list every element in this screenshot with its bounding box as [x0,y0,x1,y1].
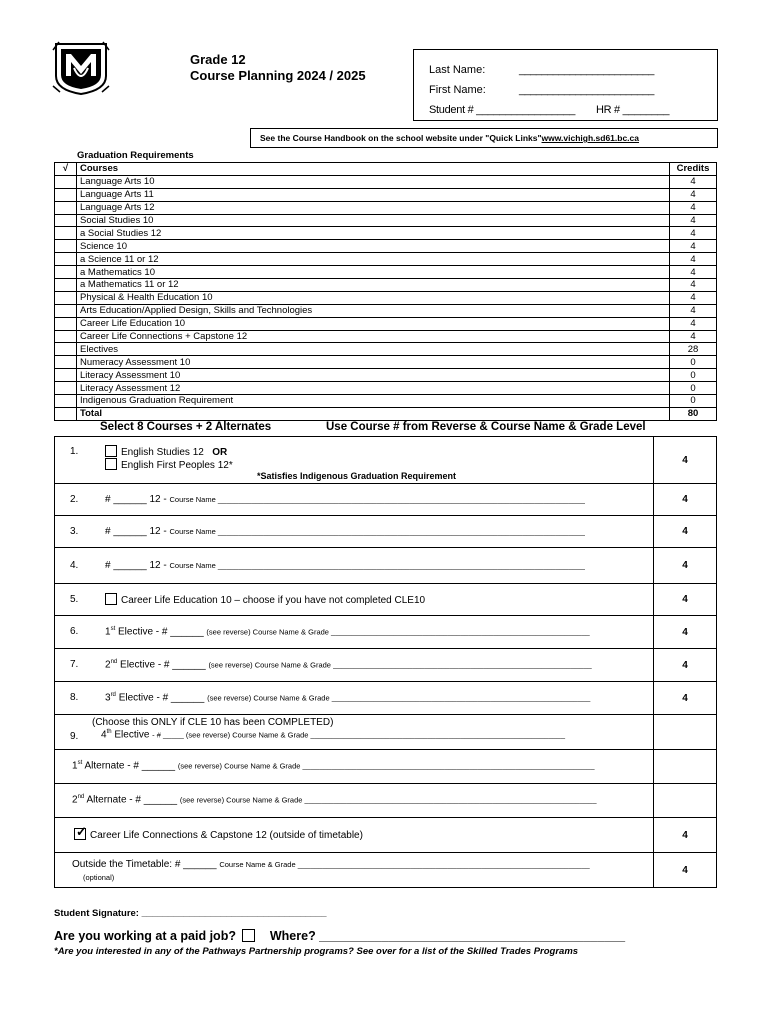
school-crest-logo [52,40,110,96]
optional-label: (optional) [83,873,115,882]
course-number-instruction: Use Course # from Reverse & Course Name & Grade Level [326,421,646,433]
table-row [55,175,717,188]
select-courses-heading: Select 8 Courses + 2 Alternates [100,421,272,433]
alternate-number-field[interactable]: Alternate - # ______ [84,760,176,772]
elective-name-field[interactable]: (see reverse) Course Name & Grade ______________________________________________________________ [206,627,590,637]
table-row [55,317,717,330]
elective-name-field[interactable]: (see reverse) Course Name & Grade ______________________________________________________________ [208,660,592,670]
course-name: a Mathematics 11 or 12 [77,279,670,292]
table-row [55,201,717,214]
table-row [55,304,717,317]
course-number-field[interactable]: # ______ 12 - [105,494,167,505]
last-name-field[interactable]: ________________________ [519,64,654,76]
course-name: Physical & Health Education 10 [77,291,670,304]
table-row [55,330,717,343]
total-row [55,407,717,420]
check-cell[interactable] [55,214,77,227]
paid-job-question [54,929,625,943]
student-number-field[interactable]: Student # _________________ [429,104,576,116]
row-number: 7. [70,659,79,670]
english-studies-label: English Studies 12 [121,447,204,458]
english-first-peoples-label: English First Peoples 12* [121,460,233,471]
row-number: 5. [70,594,79,605]
course-credits: 4 [670,317,717,330]
course-credits: 4 [670,201,717,214]
course-name: Social Studies 10 [77,214,670,227]
selection-row-1 [55,437,717,484]
row-number: 4. [70,560,79,571]
course-credits: 4 [670,214,717,227]
course-credits: 28 [670,343,717,356]
school-website-link[interactable]: www.vichigh.sd61.bc.ca [541,133,639,143]
course-credits: 4 [670,227,717,240]
job-where-field[interactable]: Where? ____________________________________________ [269,929,626,943]
check-cell[interactable] [55,407,77,420]
course-name-field[interactable]: Course Name ________________________________________________________________________________________ [169,527,585,536]
selection-row-4 [55,548,717,584]
table-row [55,279,717,292]
fourth-elective-field[interactable]: - # _____ (see reverse) Course Name & Grade _____________________________________________________________ [152,730,566,740]
pathways-note: *Are you interested in any of the Pathways Partnership programs? See over for a list of the Skilled Trades Programs [54,946,579,957]
row-credits: 4 [654,548,717,584]
course-name: Literacy Assessment 12 [77,382,670,395]
table-row [55,227,717,240]
course-name: Career Life Education 10 [77,317,670,330]
course-name: Arts Education/Applied Design, Skills and Technologies [77,304,670,317]
table-row [55,240,717,253]
course-credits: 0 [670,356,717,369]
course-name: Science 10 [77,240,670,253]
student-signature-field[interactable]: Student Signature: ___________________________________ [54,908,327,919]
table-header-row [55,163,717,176]
check-cell[interactable] [55,356,77,369]
total-credits: 80 [670,407,717,420]
row-credits: 4 [654,682,717,715]
row-number: 8. [70,692,79,703]
graduation-requirements-table [54,162,717,421]
course-name: Career Life Connections + Capstone 12 [77,330,670,343]
row-credits: 4 [654,616,717,649]
alternate-name-field[interactable]: (see reverse) Course Name & Grade ______________________________________________________________________ [177,761,595,771]
course-name: a Mathematics 10 [77,266,670,279]
row-number: 6. [70,626,79,637]
course-credits: 4 [670,291,717,304]
row-number: 1. [70,446,79,457]
page-subtitle: Course Planning 2024 / 2025 [190,68,366,83]
alternate-row: 1st Alternate - # ______ (see reverse) Course Name & Grade ______________________________________________________________________ [55,750,717,784]
cle10-label: Career Life Education 10 – choose if you have not completed CLE10 [121,595,426,606]
elective-number-field[interactable]: Elective - # ______ [120,659,206,671]
outside-timetable-label[interactable]: Outside the Timetable: # ______ [72,859,217,870]
table-row [55,356,717,369]
table-row [55,253,717,266]
elective-name-field[interactable]: (see reverse) Course Name & Grade ______________________________________________________________ [207,693,591,703]
course-credits: 4 [670,279,717,292]
elective-row: 6. 1st Elective - # ______ (see reverse) Course Name & Grade ______________________________________________________________ 4 [55,616,717,649]
course-number-field[interactable]: # ______ 12 - [105,526,167,537]
course-credits: 4 [670,240,717,253]
course-credits: 0 [670,395,717,408]
table-row [55,369,717,382]
check-cell[interactable] [55,188,77,201]
student-info-box [413,49,718,121]
english-first-peoples-checkbox[interactable] [105,458,117,470]
check-column-header: √ [55,163,77,176]
course-name: Electives [77,343,670,356]
handbook-note [250,128,718,148]
handbook-text: See the Course Handbook on the school website under "Quick Links" [260,133,542,143]
row-credits: 4 [654,584,717,616]
selection-row-3 [55,516,717,548]
row-credits: 4 [654,516,717,548]
credits-column-header: Credits [670,163,717,176]
elective-row: 8. 3rd Elective - # ______ (see reverse) Course Name & Grade ______________________________________________________________ 4 [55,682,717,715]
elective-row: 7. 2nd Elective - # ______ (see reverse) Course Name & Grade ______________________________________________________________ 4 [55,649,717,682]
selection-row-5 [55,584,717,616]
course-credits: 0 [670,369,717,382]
course-selection-table [54,436,717,888]
course-number-field[interactable]: # ______ 12 - [105,560,167,571]
row-number: 3. [70,526,79,537]
check-cell[interactable] [55,330,77,343]
course-credits: 4 [670,175,717,188]
outside-timetable-row [55,853,717,888]
check-cell[interactable] [55,266,77,279]
course-name-field[interactable]: Course Name ________________________________________________________________________________________ [169,495,585,504]
table-row [55,395,717,408]
check-cell[interactable] [55,382,77,395]
homeroom-field[interactable]: HR # ________ [596,104,670,116]
course-name: Numeracy Assessment 10 [77,356,670,369]
indigenous-requirement-note: *Satisfies Indigenous Graduation Requirement [257,471,457,481]
course-credits: 4 [670,188,717,201]
first-name-label: First Name: [429,84,486,96]
check-cell[interactable] [55,291,77,304]
course-credits: 4 [670,330,717,343]
last-name-label: Last Name: [429,64,486,76]
alternate-number-field[interactable]: Alternate - # ______ [86,794,178,806]
course-name: a Science 11 or 12 [77,253,670,266]
check-cell[interactable] [55,175,77,188]
row-credits: 4 [654,818,717,853]
cle-completed-note: (Choose this ONLY if CLE 10 has been COMPLETED) [92,717,334,728]
course-credits: 0 [670,382,717,395]
outside-timetable-field[interactable]: Course Name & Grade ______________________________________________________________________ [219,860,590,869]
row-credits: 4 [654,437,717,484]
table-row [55,291,717,304]
course-credits: 4 [670,253,717,266]
check-cell[interactable] [55,253,77,266]
table-row [55,266,717,279]
table-row [55,214,717,227]
row-credits: 4 [654,484,717,516]
check-cell[interactable] [55,395,77,408]
check-cell[interactable] [55,317,77,330]
check-cell[interactable] [55,240,77,253]
clc-label: Career Life Connections & Capstone 12 (outside of timetable) [90,830,363,841]
course-name: Language Arts 12 [77,201,670,214]
clc-row [55,818,717,853]
row-credits: 4 [654,853,717,888]
row-number: 2. [70,494,79,505]
check-cell[interactable] [55,369,77,382]
course-name: Language Arts 10 [77,175,670,188]
course-name: Literacy Assessment 10 [77,369,670,382]
graduation-requirements-title: Graduation Requirements [77,150,194,161]
courses-column-header: Courses [77,163,670,176]
paid-job-checkbox[interactable] [242,929,255,942]
row-number: 9. [70,731,79,742]
row-credits: 4 [654,649,717,682]
table-row [55,343,717,356]
total-label: Total [77,407,670,420]
check-cell[interactable] [55,279,77,292]
selection-row-9: (Choose this ONLY if CLE 10 has been COMPLETED) 9. 4th Elective - # _____ (see reverse) Course Name & Grade _____________________________________________________________ [55,715,717,750]
course-credits: 4 [670,266,717,279]
or-label: OR [212,447,228,458]
elective-number-field[interactable]: Elective - # ______ [118,692,205,704]
clc-checkbox-checked[interactable] [74,828,86,840]
page-title: Grade 12 [190,52,246,67]
first-name-field[interactable]: ________________________ [519,84,654,96]
check-cell[interactable] [55,227,77,240]
course-name: Language Arts 11 [77,188,670,201]
course-name: Indigenous Graduation Requirement [77,395,670,408]
check-cell[interactable] [55,343,77,356]
elective-number-field[interactable]: Elective - # ______ [118,626,204,638]
selection-row-2 [55,484,717,516]
alternate-row: 2nd Alternate - # ______ (see reverse) Course Name & Grade ______________________________________________________________________ [55,784,717,818]
check-cell[interactable] [55,304,77,317]
paid-job-label: Are you working at a paid job? [54,929,236,943]
english-studies-checkbox[interactable] [105,445,117,457]
table-row [55,188,717,201]
check-cell[interactable] [55,201,77,214]
course-name: a Social Studies 12 [77,227,670,240]
course-credits: 4 [670,304,717,317]
cle10-checkbox[interactable] [105,593,117,605]
alternate-name-field[interactable]: (see reverse) Course Name & Grade ______________________________________________________________________ [179,795,597,805]
table-row [55,382,717,395]
course-name-field[interactable]: Course Name ________________________________________________________________________________________ [169,561,585,570]
fourth-elective-label: Elective [114,729,150,741]
